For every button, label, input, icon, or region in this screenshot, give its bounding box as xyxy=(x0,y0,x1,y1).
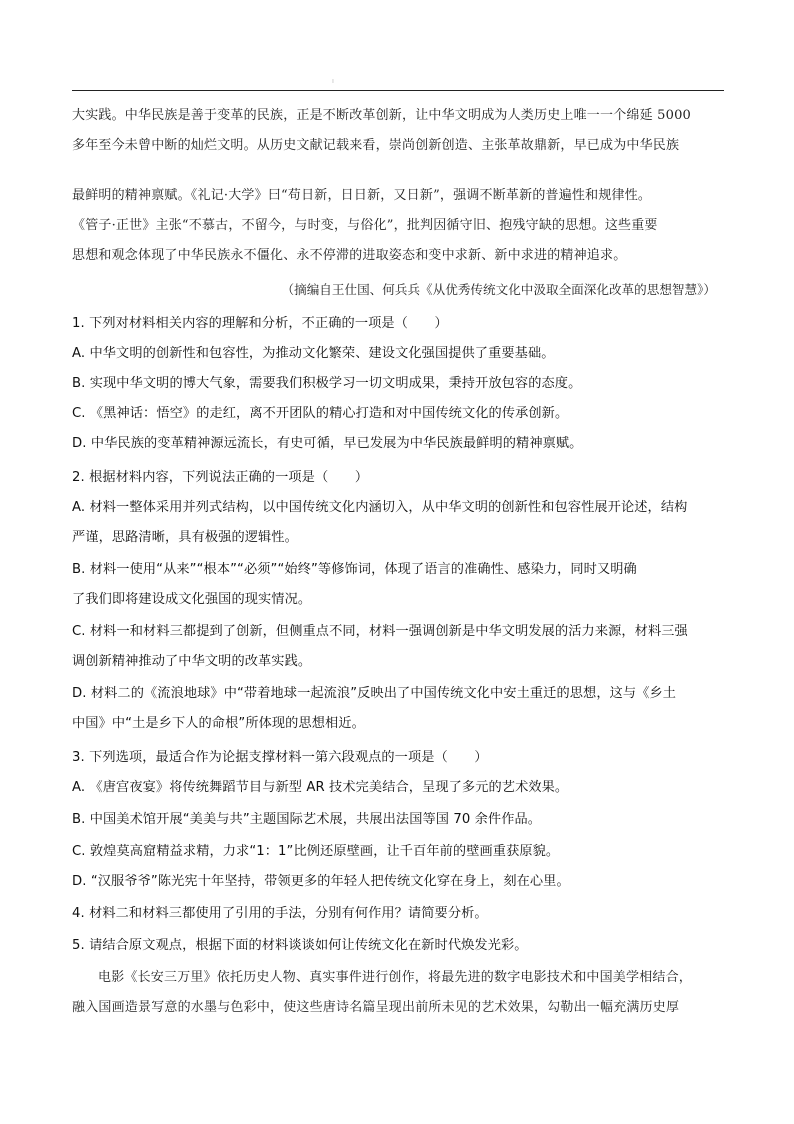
option-line: B. 材料一使用“从来”“根本”“必须”“始终”等修饰词，体现了语言的准确性、感染力，同时又明确 xyxy=(72,562,637,577)
question-line: 1. 下列对材料相关内容的理解和分析，不正确的一项是（ ） xyxy=(72,316,448,331)
question-line: 5. 请结合原文观点，根据下面的材料谈谈如何让传统文化在新时代焕发光彩。 xyxy=(72,938,528,953)
top-rule xyxy=(72,90,724,91)
option-line: 调创新精神推动了中华文明的改革实践。 xyxy=(72,654,312,669)
option-line: D. 中华民族的变革精神源远流长，有史可循，早已发展为中华民族最鲜明的精神禀赋。 xyxy=(72,436,583,451)
passage-line: 思想和观念体现了中华民族永不僵化、永不停滞的进取姿态和变中求新、新中求进的精神追求。 xyxy=(72,248,627,263)
option-line: A. 材料一整体采用并列式结构，以中国传统文化内涵切入，从中华文明的创新性和包容性展开论述，结构 xyxy=(72,500,688,515)
question-line: 3. 下列选项，最适合作为论据支撑材料一第六段观点的一项是（ ） xyxy=(72,750,488,765)
option-line: 严谨，思路清晰，具有极强的逻辑性。 xyxy=(72,530,298,545)
option-line: C. 材料一和材料三都提到了创新，但侧重点不同，材料一强调创新是中华文明发展的活力来源，材料三强 xyxy=(72,624,688,639)
passage-line: 最鲜明的精神禀赋。《礼记·大学》曰“苟日新，日日新，又日新”，强调不断革新的普遍性和规律性。 xyxy=(72,188,652,203)
option-line: D. “汉服爷爷”陈光宪十年坚持，带领更多的年轻人把传统文化穿在身上，刻在心里。 xyxy=(72,874,570,889)
passage-line: 多年至今未曾中断的灿烂文明。从历史文献记载来看，崇尚创新创造、主张革故鼎新，早已成为中华民族 xyxy=(72,138,680,153)
option-line: B. 实现中华文明的博大气象，需要我们积极学习一切文明成果，秉持开放包容的态度。 xyxy=(72,376,582,391)
material-line: 融入国画造景写意的水墨与色彩中，使这些唐诗名篇呈现出前所未见的艺术效果，勾勒出一幅充满历史厚 xyxy=(72,1000,680,1015)
material-line: 电影《长安三万里》依托历史人物、真实事件进行创作，将最先进的数字电影技术和中国美学相结合， xyxy=(98,970,693,985)
option-line: 中国》中“土是乡下人的命根”所体现的思想相近。 xyxy=(72,716,365,731)
passage-line: 大实践。中华民族是善于变革的民族，正是不断改革创新，让中华文明成为人类历史上唯一一个绵延 5000 xyxy=(72,108,692,123)
option-line: A. 中华文明的创新性和包容性，为推动文化繁荣、建设文化强国提供了重要基础。 xyxy=(72,346,555,361)
source-citation: （摘编自王仕国、何兵兵《从优秀传统文化中汲取全面深化改革的思想智慧》） xyxy=(281,282,716,297)
option-line: C. 《黑神话：悟空》的走红，离不开团队的精心打造和对中国传统文化的传承创新。 xyxy=(72,406,569,421)
option-line: C. 敦煌莫高窟精益求精，力求“1：1”比例还原壁画，让千百年前的壁画重获原貌。 xyxy=(72,844,560,859)
option-line: 了我们即将建设成文化强国的现实情况。 xyxy=(72,592,312,607)
question-line: 4. 材料二和材料三都使用了引用的手法，分别有何作用？请简要分析。 xyxy=(72,906,488,921)
header-mark: ı xyxy=(332,77,334,85)
question-line: 2. 根据材料内容，下列说法正确的一项是（ ） xyxy=(72,470,369,485)
option-line: D. 材料二的《流浪地球》中“带着地球一起流浪”反映出了中国传统文化中安土重迁的思想，这与《乡土 xyxy=(72,686,677,701)
passage-line: 《管子·正世》主张“不慕古，不留今，与时变，与俗化”，批判因循守旧、抱残守缺的思想。这些重要 xyxy=(72,218,658,233)
option-line: B. 中国美术馆开展“美美与共”主题国际艺术展，共展出法国等国 70 余件作品。 xyxy=(72,812,542,827)
option-line: A. 《唐宫夜宴》将传统舞蹈节目与新型 AR 技术完美结合，呈现了多元的艺术效果。 xyxy=(72,780,569,795)
